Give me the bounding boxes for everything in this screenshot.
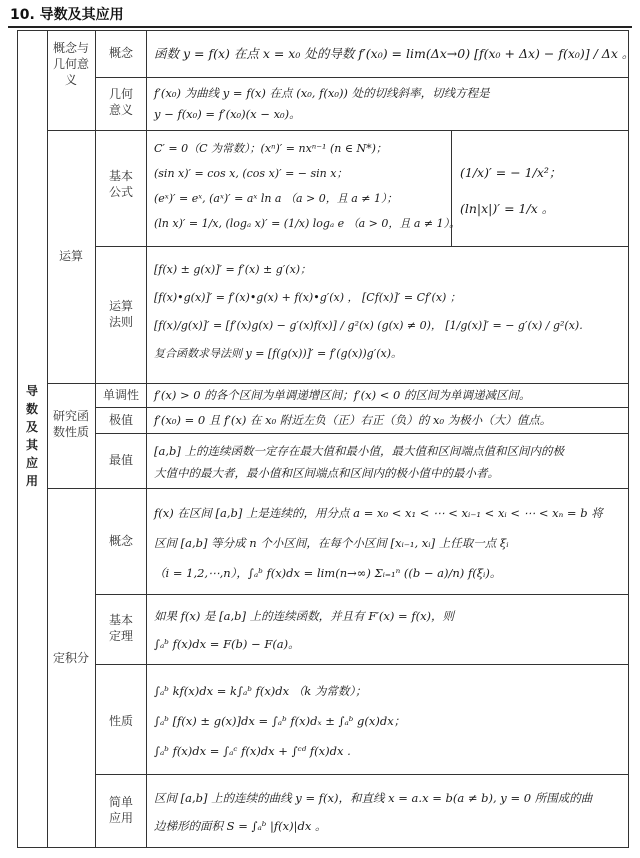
geometric-line: y − f(x₀) = f′(x₀)(x − x₀)。 bbox=[154, 107, 301, 121]
rule-sub bbox=[95, 594, 629, 595]
sub-label-monotonicity: 单调性 bbox=[102, 388, 139, 402]
integral-concept bbox=[154, 498, 626, 588]
concept-definition bbox=[154, 44, 635, 64]
application-line: 区间 [a,b] 上的连续的曲线 y = f(x)，和直线 x = a.x = b(a ≠ b), y = 0 所围成的曲 bbox=[154, 791, 593, 805]
extremum-line: f′(x₀) = 0 且 f′(x) 在 x₀ 附近左负（正）右正（负）的 x₀ 为极小（大）值点。 bbox=[154, 413, 552, 427]
integral-properties bbox=[154, 676, 626, 766]
geometric-meaning bbox=[154, 83, 624, 125]
section-title: 10. 导数及其应用 bbox=[10, 7, 124, 23]
divider-section bbox=[95, 30, 96, 848]
property-line: ∫ₐᵇ [f(x) ± g(x)]dx = ∫ₐᵇ f(x)dₓ ± ∫ₐᵇ g(x)dx； bbox=[154, 714, 406, 728]
main-label: 导数及其应用 bbox=[25, 384, 38, 488]
sub-label-application: 简单应用 bbox=[108, 795, 133, 825]
formula-side-line: (1/x)′ = − 1/x²； bbox=[460, 165, 562, 180]
sub-label-basic-formulas: 基本公式 bbox=[108, 169, 133, 199]
rule-line: [f(x)/g(x)]′ = [f′(x)g(x) − g′(x)f(x)] / g²(x) (g(x) ≠ 0)， [1/g(x)]′ = − g′(x) / g²(x). bbox=[154, 319, 583, 332]
basic-formulas bbox=[154, 136, 461, 236]
formula-side-line: (ln|x|)′ = 1/x 。 bbox=[460, 201, 555, 216]
formula-line: (eˣ)′ = eˣ, (aˣ)′ = aˣ ln a （a > 0，且 a ≠ 1）； bbox=[154, 192, 398, 205]
fundamental-theorem bbox=[154, 602, 626, 658]
formula-line: (sin x)′ = cos x, (cos x)′ = − sin x； bbox=[154, 167, 348, 180]
theorem-line: ∫ₐᵇ f(x)dx = F(b) − F(a)。 bbox=[154, 637, 300, 651]
property-line: ∫ₐᵇ f(x)dx = ∫ₐᶜ f(x)dx + ∫ᶜᵈ f(x)dx . bbox=[154, 744, 351, 758]
integral-concept-line: （i = 1,2,⋯,n），∫ₐᵇ f(x)dx = lim(n→∞) Σᵢ₌₁ⁿ ((b − a)/n) f(ξᵢ)。 bbox=[154, 566, 502, 580]
section-label-concept: 概念与几何意义 bbox=[52, 41, 89, 87]
theorem-line: 如果 f(x) 是 [a,b] 上的连续函数，并且有 F′(x) = f(x)，则 bbox=[154, 609, 455, 623]
sub-label-max-min: 最值 bbox=[108, 453, 133, 467]
divider-main bbox=[47, 30, 48, 848]
geometric-line: f′(x₀) 为曲线 y = f(x) 在点 (x₀, f(x₀)) 处的切线斜率，切线方程是 bbox=[154, 86, 490, 100]
rule-sub bbox=[95, 774, 629, 775]
rule-sub bbox=[95, 407, 629, 408]
section-label-study: 研究函数性质 bbox=[52, 409, 89, 439]
rule-after-study bbox=[47, 488, 629, 489]
integral-concept-line: 区间 [a,b] 等分成 n 个小区间，在每个小区间 [xᵢ₋₁, xᵢ] 上任取一点 ξᵢ bbox=[154, 536, 509, 550]
rule-after-operation bbox=[47, 383, 629, 384]
property-line: ∫ₐᵇ kf(x)dx = k∫ₐᵇ f(x)dx （k 为常数）； bbox=[154, 684, 367, 698]
monotonicity-text bbox=[154, 385, 626, 405]
max-min-text bbox=[154, 440, 626, 484]
derivative-rules bbox=[154, 256, 626, 368]
extremum-text bbox=[154, 410, 626, 430]
integral-concept-line: f(x) 在区间 [a,b] 上是连续的，用分点 a = x₀ < x₁ < ⋯ < xᵢ₋₁ < xᵢ < ⋯ < xₙ = b 将 bbox=[154, 506, 603, 520]
sub-label-rules: 运算法则 bbox=[108, 299, 133, 329]
rule-sub bbox=[95, 433, 629, 434]
formula-line: (ln x)′ = 1/x, (logₐ x)′ = (1/x) logₐ e （a > 0，且 a ≠ 1）。 bbox=[154, 217, 461, 230]
integral-application bbox=[154, 784, 626, 840]
rule-sub bbox=[95, 246, 629, 247]
formula-line: C′ = 0（C 为常数）；(xⁿ)′ = nxⁿ⁻¹ (n ∈ N*)； bbox=[154, 142, 387, 155]
max-min-line: [a,b] 上的连续函数一定存在最大值和最小值，最大值和区间端点值和区间内的极 bbox=[154, 444, 564, 458]
monotonicity-line: f′(x) > 0 的各个区间为单调递增区间；f′(x) < 0 的区间为单调递减区间。 bbox=[154, 388, 531, 402]
formula-side bbox=[460, 155, 625, 227]
title-rule bbox=[8, 26, 632, 28]
sub-label-concept: 概念 bbox=[108, 46, 133, 60]
concept-line: 函数 y = f(x) 在点 x = x₀ 处的导数 f′(x₀) = lim(Δx→0) [f(x₀ + Δx) − f(x₀)] / Δx 。 bbox=[154, 46, 635, 61]
sub-label-integral-concept: 概念 bbox=[108, 534, 133, 548]
max-min-line: 大值中的最大者，最小值和区间端点和区间内的极小值中的最小者。 bbox=[154, 466, 499, 480]
rule-line: [f(x) ± g(x)]′ = f′(x) ± g′(x)； bbox=[154, 263, 312, 276]
section-label-operation: 运算 bbox=[58, 249, 83, 263]
divider-sub bbox=[146, 30, 147, 848]
rule-sub bbox=[95, 77, 629, 78]
application-line: 边梯形的面积 S = ∫ₐᵇ |f(x)|dx 。 bbox=[154, 819, 327, 833]
sub-label-extremum: 极值 bbox=[108, 413, 133, 427]
sub-label-fundamental-theorem: 基本定理 bbox=[108, 613, 133, 643]
rule-sub bbox=[95, 664, 629, 665]
sub-label-properties: 性质 bbox=[108, 714, 133, 728]
rule-line: 复合函数求导法则 y = [f(g(x))]′ = f′(g(x))g′(x)。 bbox=[154, 347, 402, 360]
sub-label-geometric-meaning: 几何意义 bbox=[108, 87, 133, 117]
section-label-integral: 定积分 bbox=[52, 651, 89, 665]
rule-after-concept bbox=[47, 130, 629, 131]
rule-line: [f(x)•g(x)]′ = f′(x)•g(x) + f(x)•g′(x) ， [Cf(x)]′ = Cf′(x) ； bbox=[154, 291, 461, 304]
